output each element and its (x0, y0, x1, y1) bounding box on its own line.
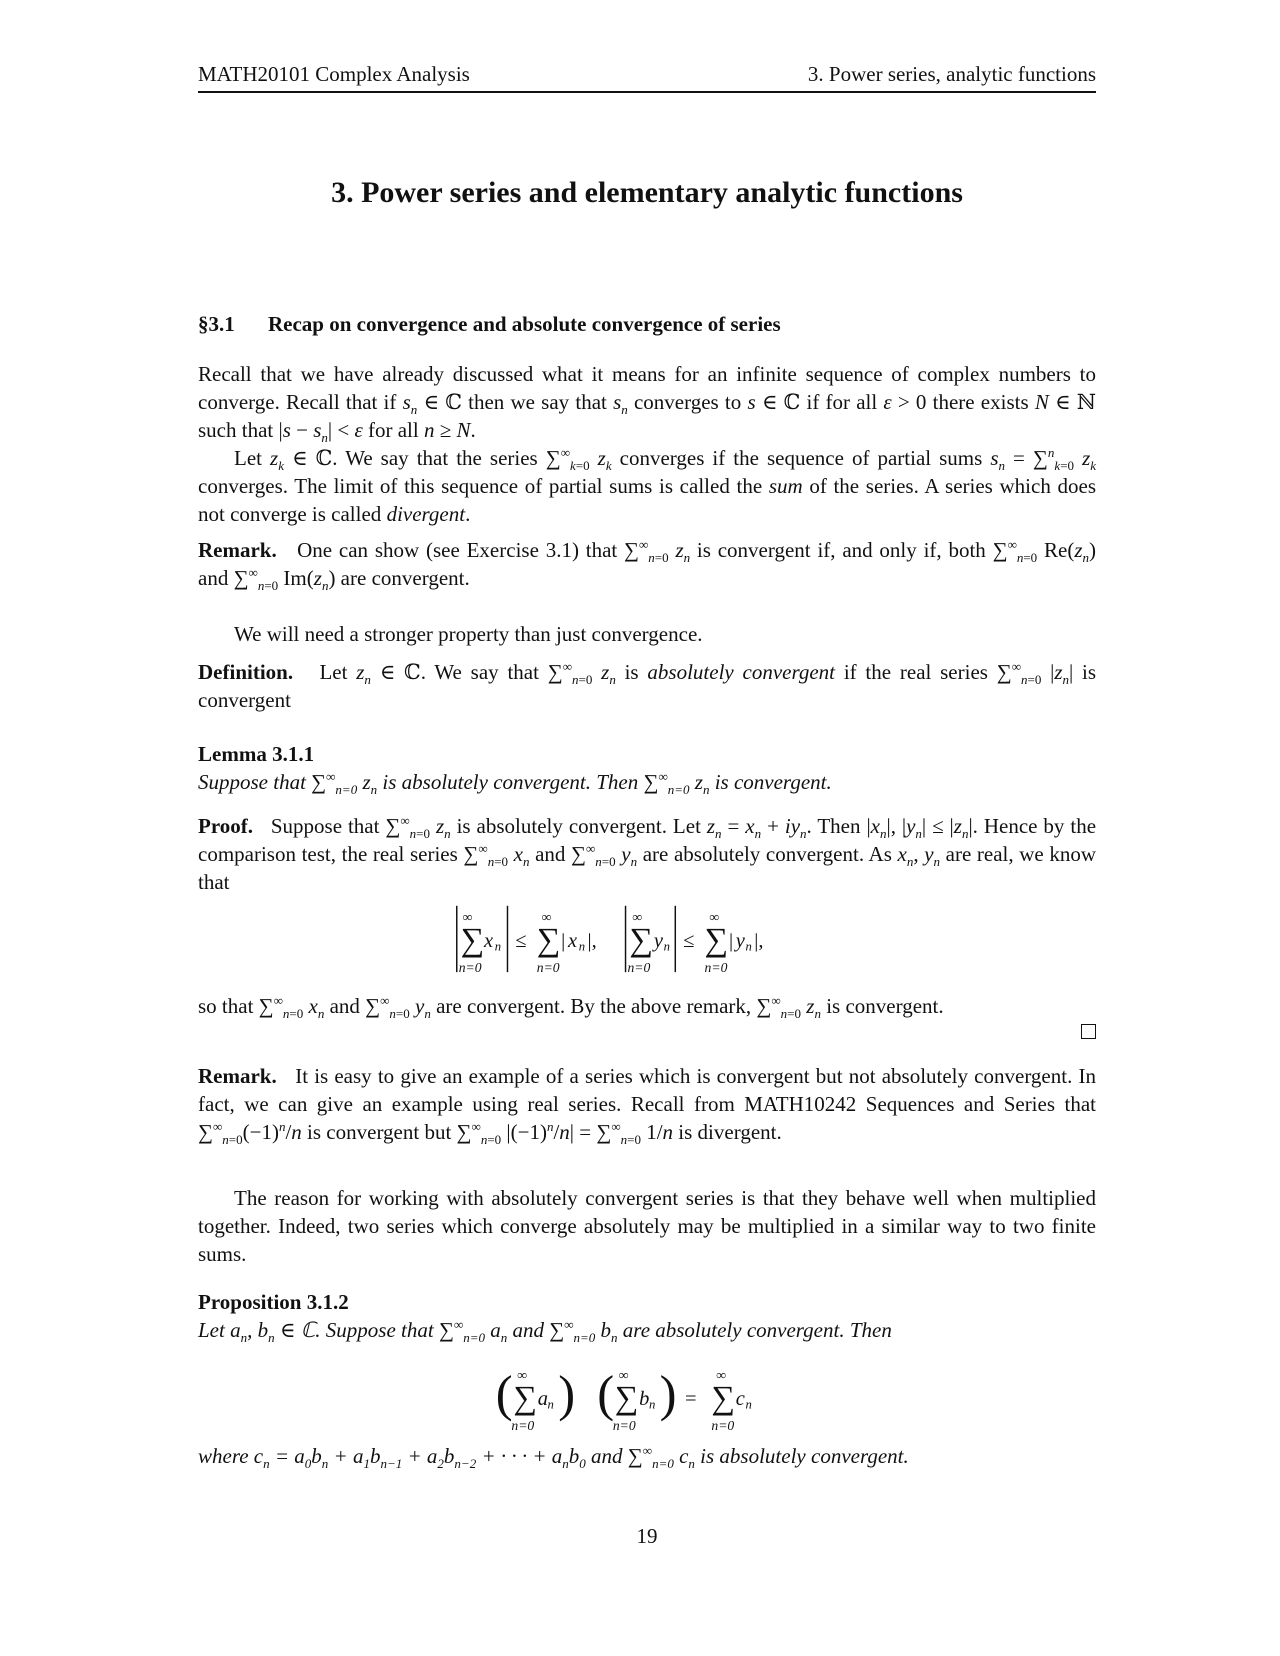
proposition-3-1-2: Proposition 3.1.2 Let $a_n$, $b_n$ ∈ ℂ. Suppose that $\sum^\infty_{n=0}$ $a_n$ and $\sum^\infty_{n=0}$ $b_n$ are absolutely convergent. Then (198, 1290, 892, 1346)
svg-text:a: a (537, 1387, 548, 1410)
svg-text:∑: ∑ (629, 921, 654, 959)
paragraph-series-def: Let $z_k$ ∈ ℂ. We say that the series $\sum^\infty_{k=0}$ $z_k$ converges if the sequence of partial sums $s_n = \sum^n_{k=0}$ $z_k$ converges. The limit of this sequence of partial sums is called the sum of the series. A series which does not converge is called divergent. (198, 445, 1097, 526)
svg-text:∑: ∑ (460, 921, 485, 959)
svg-text:∞: ∞ (517, 1367, 527, 1383)
svg-text:n: n (663, 939, 670, 954)
svg-text:): ) (558, 1365, 576, 1422)
qed-symbol (1081, 1024, 1096, 1039)
svg-text:∞: ∞ (462, 909, 473, 925)
svg-text:∞: ∞ (632, 909, 643, 925)
svg-text:n: n (547, 1397, 554, 1412)
svg-text:(: ( (495, 1365, 513, 1422)
paragraph-stronger: We will need a stronger property than just convergence. (234, 622, 703, 646)
svg-text:n: n (745, 1397, 752, 1412)
remark-example: Remark. It is easy to give an example of a series which is convergent but not absolutely convergent. In fact, we can give an example using real series. Recall from MATH10242 Sequences and Series that $\sum^\infty_{n=0}(-1)^n/n$ is convergent but $\sum^\infty_{n=0}$ $|(-1)^n/n| = \sum^\infty_{n=0}$ 1/n is divergent. (198, 1064, 1096, 1148)
svg-text:|,: |, (587, 929, 597, 952)
section-heading (198, 312, 781, 337)
svg-text:n: n (578, 939, 586, 954)
svg-text:n=0: n=0 (511, 1418, 535, 1434)
svg-text:=: = (685, 1387, 697, 1410)
svg-text:n=0: n=0 (536, 960, 560, 976)
svg-text:n=0: n=0 (711, 1418, 735, 1434)
inequality-display (198, 898, 1096, 978)
svg-text:|: | (728, 929, 734, 952)
running-head (198, 62, 1096, 93)
svg-text:): ) (659, 1365, 677, 1422)
svg-text:y: y (735, 929, 745, 952)
svg-text:c: c (735, 1387, 745, 1410)
lemma-3-1-1: Lemma 3.1.1 Suppose that $\sum^\infty_{n=0}$ $z_n$ is absolutely convergent. Then $\sum^\infty_{n=0}$ $z_n$ is convergent. (198, 742, 832, 798)
svg-text:n=0: n=0 (627, 960, 651, 976)
svg-text:∑: ∑ (536, 921, 561, 959)
proposition-conclusion: where $c_n = a_0b_n + a_1b_{n-1} + a_2b_{n-2}$ + · · · + $a_nb_0$ and $\sum^\infty_{n=0}$ $c_n$ is absolutely convergent. (198, 1443, 909, 1472)
svg-text:∞: ∞ (716, 1367, 727, 1383)
svg-text:b: b (639, 1387, 650, 1410)
course-name: MATH20101 Complex Analysis (198, 62, 470, 86)
section-title: Recap on convergence and absolute convergence of series (268, 312, 781, 336)
svg-text:∑: ∑ (513, 1379, 537, 1417)
svg-text:y: y (653, 929, 663, 952)
definition-absolute: Definition. Let $z_n$ ∈ ℂ. We say that $\sum^\infty_{n=0}$ $z_n$ is absolutely convergent if the real series $\sum^\infty_{n=0}$ $|z_n|$ is convergent (198, 659, 1097, 712)
svg-text:|,: |, (754, 929, 764, 952)
svg-text:n: n (745, 939, 752, 954)
svg-text:n=0: n=0 (612, 1418, 636, 1434)
proof-lemma: Proof. Suppose that $\sum^\infty_{n=0}$ $z_n$ is absolutely convergent. Let $z_n = x_n + iy_n$. Then $|x_n|$, $|y_n| \le |z_n|$. Hence by the comparison test, the real series $\sum^\infty_{n=0}$ $x_n$ and $\sum^\infty_{n=0}$ $y_n$ are absolutely convergent. As $x_n$, $y_n$ are real, we know that (198, 813, 1097, 894)
svg-text:(: ( (597, 1365, 615, 1422)
svg-text:∑: ∑ (704, 921, 729, 959)
paragraph-reason: The reason for working with absolutely convergent series is that they behave well when multiplied together. Indeed, two series which converge absolutely may be multiplied in a similar way to two finite sums. (198, 1186, 1096, 1266)
svg-text:≤: ≤ (515, 929, 527, 952)
page-title: 3. Power series and elementary analytic functions (331, 176, 963, 209)
svg-text:x: x (484, 929, 494, 952)
section-number: §3.1 (198, 312, 235, 336)
product-display (198, 1356, 1096, 1436)
svg-text:≤: ≤ (683, 929, 695, 952)
svg-text:∞: ∞ (618, 1367, 629, 1383)
svg-text:∞: ∞ (541, 909, 552, 925)
page-number: 19 (636, 1524, 658, 1548)
svg-text:n=0: n=0 (458, 960, 482, 976)
svg-text:∑: ∑ (711, 1379, 736, 1417)
svg-text:|: | (561, 929, 566, 952)
proof-conclusion: so that $\sum^\infty_{n=0}$ $x_n$ and $\sum^\infty_{n=0}$ $y_n$ are convergent. By the above remark, $\sum^\infty_{n=0}$ $z_n$ is convergent. (198, 993, 944, 1022)
paragraph-recall: Recall that we have already discussed what it means for an infinite sequence of complex numbers to converge. Recall that if $s_n$ ∈ ℂ then we say that $s_n$ converges to s ∈ ℂ if for all ε > 0 there exists N ∈ ℕ such that $|s - s_n| < \varepsilon$ for all n ≥ N. (198, 362, 1096, 446)
svg-text:x: x (567, 929, 578, 952)
svg-text:n: n (648, 1397, 656, 1412)
svg-text:∞: ∞ (709, 909, 720, 925)
svg-text:n: n (494, 939, 502, 954)
svg-text:n=0: n=0 (704, 960, 728, 976)
chapter-name: 3. Power series, analytic functions (807, 62, 1096, 86)
svg-text:∑: ∑ (614, 1379, 639, 1417)
remark-re-im: Remark. One can show (see Exercise 3.1) that $\sum^\infty_{n=0}$ $z_n$ is convergent if, and only if, both $\sum^\infty_{n=0}$ $Re(z_n)$ and $\sum^\infty_{n=0}$ $Im(z_n)$ are convergent. (198, 537, 1096, 594)
